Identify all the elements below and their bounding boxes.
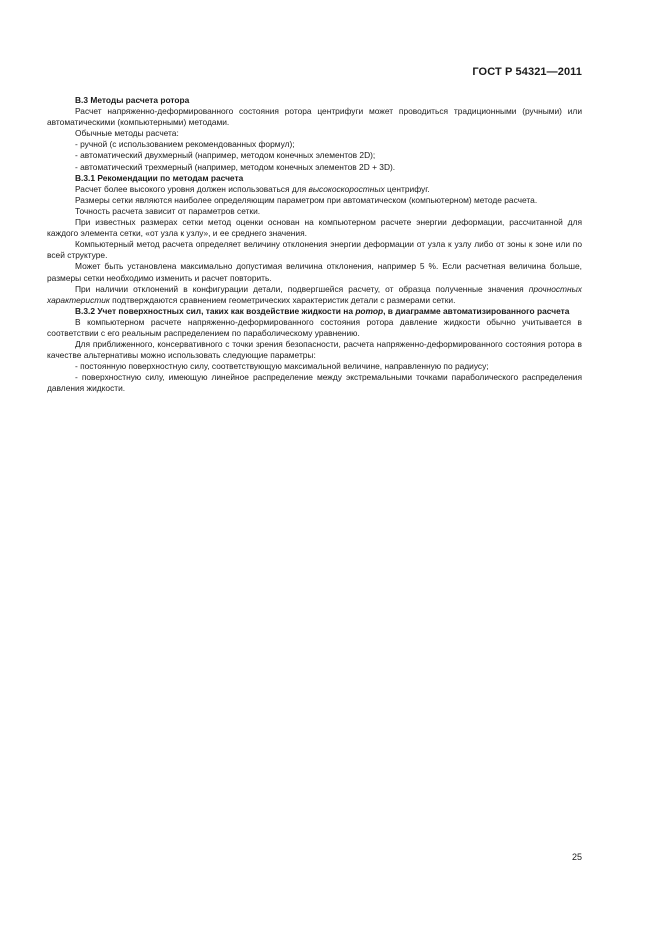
heading-run: , в диаграмме автоматизированного расчета — [383, 305, 570, 316]
heading-run: В.3.2 Учет поверхностных сил, таких как воздействие жидкости на — [75, 305, 356, 316]
paragraph: Расчет напряженно-деформированного состояния ротора центрифуги может проводиться традиционными (ручными) или автоматическими (компьютерными) методами. — [47, 106, 582, 128]
text-run: Расчет более высокого уровня должен использоваться для — [75, 183, 309, 194]
document-standard-header: ГОСТ Р 54321—2011 — [472, 66, 582, 78]
paragraph — [47, 184, 582, 195]
list-item: - поверхностную силу, имеющую линейное распределение между экстремальными точками параболического распределения давления жидкости. — [47, 372, 582, 394]
text-run: центрифуг. — [384, 183, 430, 194]
section-heading-b3: В.3 Методы расчета ротора — [75, 95, 190, 105]
paragraph: При известных размерах сетки метод оценки основан на компьютерном расчете энергии деформации, рассчитанной для каждого элемента сетки, «от узла к узлу», и ее среднего значения. — [47, 217, 582, 239]
italic-term: ротор — [355, 305, 384, 316]
italic-term: высокоскоростных — [308, 183, 385, 194]
section-heading-b32 — [47, 306, 582, 317]
text-run: подтверждаются сравнением геометрических характеристик детали с размерами сетки. — [109, 294, 456, 305]
list-item: - автоматический двухмерный (например, методом конечных элементов 2D); — [75, 150, 376, 161]
page-body — [47, 95, 582, 395]
paragraph: Размеры сетки являются наиболее определяющим параметром при автоматическом (компьютерном) методе расчета. — [75, 194, 538, 205]
list-item: - постоянную поверхностную силу, соответствующую максимальной величине, направленную по радиусу; — [75, 361, 489, 372]
list-item: - ручной (с использованием рекомендованных формул); — [75, 139, 295, 150]
paragraph — [47, 284, 582, 306]
paragraph: Для приближенного, консервативного с точки зрения безопасности, расчета напряженно-деформированного состояния ротора в качестве альтернативы можно использовать следующие параметры: — [47, 339, 582, 361]
paragraph: Может быть установлена максимально допустимая величина отклонения, например 5 %. Если расчетная величина больше, размеры сетки необходимо изменить и расчет повторить. — [47, 261, 582, 283]
page-number: 25 — [571, 852, 582, 862]
section-heading-b31: В.3.1 Рекомендации по методам расчета — [75, 172, 244, 183]
paragraph: Точность расчета зависит от параметров сетки. — [75, 205, 261, 216]
list-item: - автоматический трехмерный (например, методом конечных элементов 2D + 3D). — [75, 161, 396, 172]
text-run: При наличии отклонений в конфигурации детали, подвергшейся расчету, от образца полученные значения — [75, 283, 529, 294]
paragraph: Компьютерный метод расчета определяет величину отклонения энергии деформации от узла к узлу либо от зоны к зоне или по всей структуре. — [47, 239, 582, 261]
italic-term: прочностных характеристик — [47, 283, 582, 305]
paragraph: В компьютерном расчете напряженно-деформированного состояния ротора давление жидкости обычно учитывается в соответствии с его реальным распределением по параболическому уравнению. — [47, 316, 582, 338]
paragraph: Обычные методы расчета: — [75, 128, 179, 139]
